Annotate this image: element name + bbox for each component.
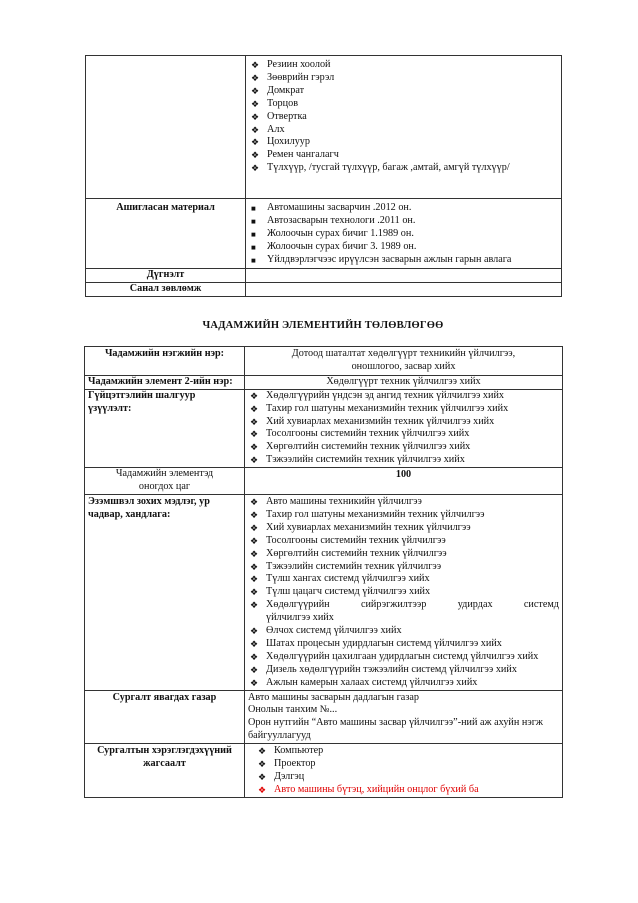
item-text: Компьютер: [274, 745, 324, 757]
list-item: [249, 98, 558, 111]
tools-label-cell: [86, 56, 246, 199]
tools-cell: [246, 56, 562, 199]
skills-list: [248, 496, 559, 599]
list-item: [248, 496, 559, 509]
list-item: [249, 124, 558, 137]
diamond-bullet-icon: ❖: [251, 60, 260, 70]
item-text: Дизель хөдөлгүүрийн тэжээлийн системд үйлчилгээ хийх: [266, 663, 517, 675]
item-text: Торцов: [267, 97, 298, 109]
diamond-bullet-icon: ❖: [250, 535, 259, 546]
list-item: [249, 215, 558, 228]
item-text: Тахир гол шатуны механизмийн техник үйлчилгээ хийх: [266, 402, 509, 414]
diamond-bullet-icon: ❖: [250, 496, 259, 507]
list-item: [248, 573, 559, 586]
diamond-bullet-icon: ❖: [250, 403, 259, 414]
justified-line: [266, 599, 559, 612]
diamond-bullet-icon: ❖: [250, 429, 259, 440]
equipment-list-red: [248, 784, 559, 797]
word: удирдах: [457, 599, 493, 611]
diamond-bullet-icon: ❖: [250, 638, 259, 649]
diamond-bullet-icon: ❖: [250, 416, 259, 427]
list-item: [248, 638, 559, 651]
list-item: [248, 677, 559, 690]
diamond-bullet-icon: ❖: [250, 600, 259, 611]
list-item: [248, 428, 559, 441]
item-text: Тэжээлийн системийн техник үйлчилгээ хийх: [266, 454, 465, 466]
diamond-bullet-icon: ❖: [250, 522, 259, 533]
word: Хөдөлгүүрийн: [266, 599, 330, 611]
diamond-bullet-icon: ❖: [258, 746, 267, 757]
conclusion-value: [246, 268, 562, 282]
item-text: Проектор: [274, 758, 316, 770]
item-text: Ремен чангалагч: [267, 149, 339, 161]
list-item: [256, 745, 559, 758]
diamond-bullet-icon: ❖: [251, 124, 260, 135]
diamond-bullet-icon: ❖: [258, 772, 267, 782]
equipment-label: [85, 744, 245, 798]
list-item: [248, 403, 559, 416]
resources-table: [85, 55, 562, 297]
skills-row: [85, 494, 563, 690]
list-item: [248, 416, 559, 429]
item-text: Түлш хангах системд үйлчилгээ хийх: [266, 573, 430, 585]
diamond-bullet-icon: ❖: [251, 98, 260, 109]
list-item: [248, 522, 559, 535]
list-item: [248, 509, 559, 522]
square-bullet-icon: ■: [251, 204, 256, 213]
place-line: Орон нутгийн “Авто машины засвар үйлчилгээ”-ний аж ахуйн нэгж байгууллагууд: [248, 717, 543, 742]
item-continuation: үйлчилгээ хийх: [266, 612, 334, 624]
item-text: Түлхүүр, /тусгай түлхүүр, багаж ,амтай, амгүй түлхүүр/: [267, 162, 510, 174]
list-item: [249, 228, 558, 241]
item-text: Тахир гол шатуны механизмийн техник үйлчилгээ: [266, 508, 485, 520]
diamond-bullet-icon: ❖: [251, 85, 260, 96]
list-item: [248, 454, 559, 467]
place-cell: [245, 690, 563, 744]
diamond-bullet-icon: ❖: [250, 574, 259, 585]
item-text: Дэлгэц: [274, 771, 305, 782]
materials-label: Ашигласан материал: [86, 199, 246, 269]
item-text: Үйлдвэрлэгчээс ирүүлсэн засварын ажлын гарын авлага: [267, 253, 512, 265]
item-text: Хөргөлтийн системийн техник үйлчилгээ: [266, 547, 447, 559]
item-text: Домкрат: [267, 84, 305, 96]
diamond-bullet-icon: ❖: [250, 455, 259, 466]
item-text: Жолоочын сурах бичиг 1.1989 он.: [267, 227, 414, 239]
list-item: [249, 149, 558, 162]
diamond-bullet-icon: ❖: [251, 72, 260, 83]
list-item: [249, 202, 558, 215]
list-item: [249, 85, 558, 98]
item-text: Хөдөлгүүрийн цахилгаан удирдлагын системд үйлчилгээ хийх: [266, 650, 539, 662]
skills-cell: [245, 494, 563, 690]
diamond-bullet-icon: ❖: [250, 509, 259, 520]
hours-value: 100: [245, 468, 563, 495]
skills-list-item-9: [248, 599, 559, 625]
item-text: Шатах процесын удирдлагын системд үйлчилгээ хийх: [266, 637, 502, 649]
list-item: [249, 254, 558, 267]
item-text: Хий хувиарлах механизмийн техник үйлчилгээ хийх: [266, 415, 495, 427]
materials-row: [86, 199, 562, 269]
item-text: Авто машины техникийн үйлчилгээ: [266, 495, 422, 507]
materials-cell: [246, 199, 562, 269]
list-item: [256, 771, 559, 784]
list-item: [249, 111, 558, 124]
element-name-row: [85, 375, 563, 389]
criteria-list: [248, 390, 559, 467]
list-item: [248, 651, 559, 664]
list-item: [248, 561, 559, 574]
list-item: [249, 72, 558, 85]
word: сийрэгжилтээр: [360, 599, 427, 611]
list-item: [248, 535, 559, 548]
criteria-row: [85, 389, 563, 467]
item-text: Ажлын камерын халаах системд үйлчилгээ хийх: [266, 676, 478, 688]
equipment-label-text: Сургалтын хэрэглэгдэхүүний жагсаалт: [97, 745, 232, 770]
diamond-bullet-icon: ❖: [250, 442, 259, 453]
list-item: [249, 162, 558, 175]
item-text: Тосолгооны системийн техник үйлчилгээ хийх: [266, 428, 470, 440]
equipment-cell: [245, 744, 563, 798]
element-name-label: Чадамжийн элемент 2-ийн нэр:: [85, 375, 245, 389]
item-text: Алх: [267, 123, 285, 135]
list-item: [249, 59, 558, 72]
item-text: Отвертка: [267, 110, 307, 122]
diamond-bullet-icon: ❖: [258, 784, 267, 795]
hours-row: [85, 468, 563, 495]
square-bullet-icon: ■: [251, 229, 256, 239]
diamond-bullet-icon: ❖: [250, 677, 259, 688]
competency-name-value: Дотоод шаталтат хөдөлгүүрт техникийн үйлчилгээ, оношлогоо, засвар хийх: [245, 347, 563, 376]
list-item: [248, 548, 559, 561]
advice-label: Санал зөвлөмж: [86, 282, 246, 296]
item-text: Зөөврийн гэрэл: [267, 71, 335, 83]
word: системд: [523, 599, 559, 611]
tools-list: [249, 59, 558, 175]
competency-name-row: [85, 347, 563, 376]
list-item: [248, 441, 559, 454]
list-item: [248, 586, 559, 599]
square-bullet-icon: ■: [251, 242, 256, 252]
diamond-bullet-icon: ❖: [258, 759, 267, 770]
diamond-bullet-icon: ❖: [250, 548, 259, 559]
item-text: Хий хувиарлах механизмийн техник үйлчилгээ: [266, 521, 471, 533]
advice-row: [86, 282, 562, 296]
item-text: Автомашины засварчин .2012 он.: [267, 202, 412, 213]
materials-list: [249, 202, 558, 267]
place-line: Онолын танхим №...: [248, 704, 338, 716]
item-text: Автозасварын технологи .2011 он.: [267, 214, 416, 226]
criteria-label: Гүйцэтгэлийн шалгуур үзүүлэлт:: [85, 389, 245, 467]
list-item: [249, 136, 558, 149]
hours-label: Чадамжийн элементэд оногдох цаг: [85, 468, 245, 495]
conclusion-label: Дүгнэлт: [86, 268, 246, 282]
list-item: [249, 241, 558, 254]
item-text: Резиин хоолой: [267, 59, 331, 70]
competency-plan-table: [84, 346, 563, 798]
advice-value: [246, 282, 562, 296]
competency-name-label: Чадамжийн нэгжийн нэр:: [85, 347, 245, 376]
place-line: Авто машины засварын дадлагын газар: [248, 691, 419, 703]
square-bullet-icon: ■: [251, 255, 256, 265]
diamond-bullet-icon: ❖: [250, 664, 259, 675]
diamond-bullet-icon: ❖: [251, 137, 260, 148]
list-item: [256, 784, 559, 797]
diamond-bullet-icon: ❖: [251, 111, 260, 122]
skills-list-b: [248, 625, 559, 690]
list-item: [248, 664, 559, 677]
element-name-value: Хөдөлгүүрт техник үйлчилгээ хийх: [245, 375, 563, 389]
equipment-list: [248, 745, 559, 784]
diamond-bullet-icon: ❖: [250, 587, 259, 598]
item-text: Цохилуур: [267, 136, 310, 148]
diamond-bullet-icon: ❖: [251, 163, 260, 174]
diamond-bullet-icon: ❖: [250, 626, 259, 637]
list-item: [248, 625, 559, 638]
item-text: Хөдөлгүүрийн үндсэн эд ангид техник үйлчилгээ хийх: [266, 389, 505, 401]
list-item: [248, 390, 559, 403]
item-text: Тосолгооны системийн техник үйлчилгээ: [266, 534, 446, 546]
list-item: [256, 758, 559, 771]
equipment-row: [85, 744, 563, 798]
item-text: Тэжээлийн системийн техник үйлчилгээ: [266, 560, 442, 572]
conclusion-row: [86, 268, 562, 282]
item-text: Өлчох системд үйлчилгээ хийх: [266, 625, 402, 637]
diamond-bullet-icon: ❖: [250, 390, 259, 401]
place-row: [85, 690, 563, 744]
diamond-bullet-icon: ❖: [250, 651, 259, 662]
item-text: Түлш цацагч системд үйлчилгээ хийх: [266, 586, 431, 598]
tools-row: [86, 56, 562, 199]
diamond-bullet-icon: ❖: [250, 561, 259, 572]
skills-label: Эзэмшвэл зохих мэдлэг, ур чадвар, хандлага:: [85, 494, 245, 690]
item-text: Хөргөлтийн системийн техник үйлчилгээ хийх: [266, 441, 471, 453]
item-text: Жолоочын сурах бичиг 3. 1989 он.: [267, 240, 417, 252]
criteria-cell: [245, 389, 563, 467]
plan-title: ЧАДАМЖИЙН ЭЛЕМЕНТИЙН ТӨЛӨВЛӨГӨӨ: [202, 320, 444, 331]
diamond-bullet-icon: ❖: [251, 150, 260, 161]
place-label: Сургалт явагдах газар: [85, 690, 245, 744]
square-bullet-icon: ■: [251, 216, 256, 226]
list-item: [248, 599, 559, 625]
item-text: Авто машины бүтэц, хийцийн онцлог бүхий ба: [274, 783, 479, 795]
